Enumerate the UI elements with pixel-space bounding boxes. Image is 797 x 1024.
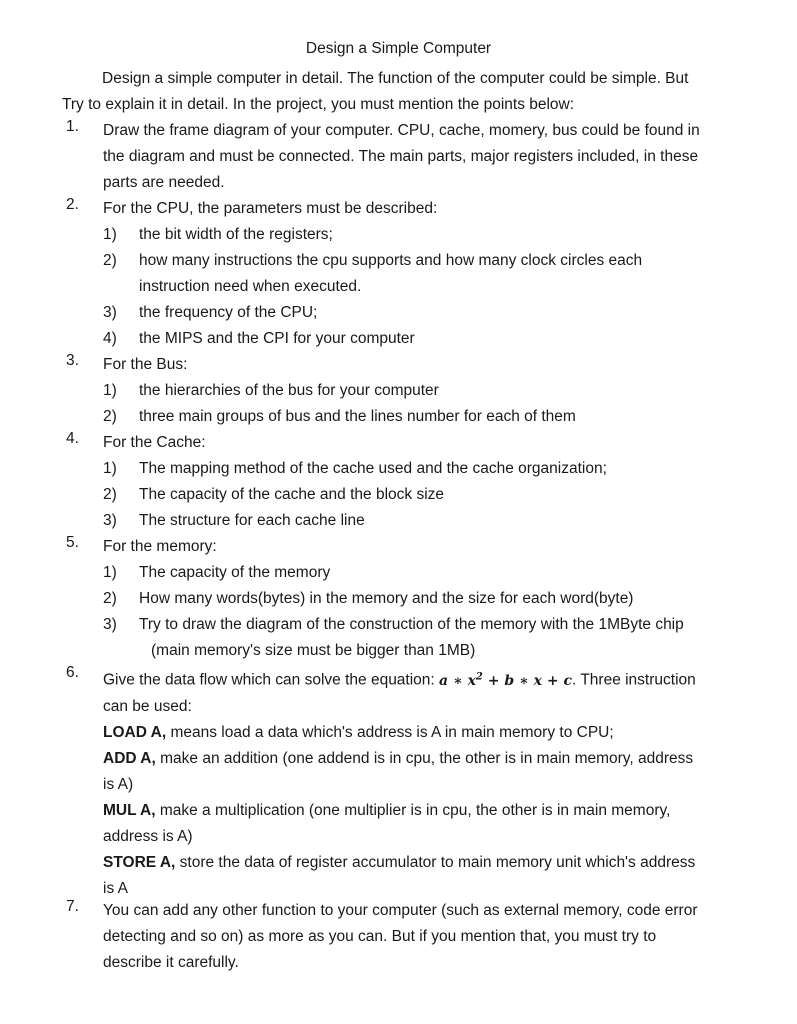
instruction-desc: means load a data which's address is A in main memory to CPU; [170,723,614,741]
text-span: . Three instruction [571,671,696,689]
list-number: 2. [66,196,79,213]
instruction-op: MUL A, [103,801,156,819]
document-title: Design a Simple Computer [305,40,492,57]
sub-text: The capacity of the cache and the block size [139,486,445,503]
eq-x: x [533,672,542,689]
sub-number: 3) [103,616,117,633]
list-item-text [103,118,763,196]
list-number: 6. [66,664,79,681]
instruction-load [103,720,763,746]
equation [439,673,572,689]
eq-b: b [504,672,515,689]
instruction-op: ADD A, [103,749,156,767]
text-line: address is A) [103,827,193,845]
list-number: 4. [66,430,79,447]
text-line: is A) [103,775,134,793]
list-item-heading: For the Bus: [103,356,188,373]
instruction-op: STORE A, [103,853,176,871]
sub-number: 1) [103,382,117,399]
text-line: (main memory's size must be bigger than 1MB) [151,642,476,659]
sub-number: 4) [103,330,117,347]
list-item-text [103,664,763,902]
sub-text: the bit width of the registers; [139,226,333,243]
list-number: 5. [66,534,79,551]
sub-number: 2) [103,486,117,503]
sub-text: the MIPS and the CPI for your computer [139,330,415,347]
text-line: is A [103,879,128,897]
intro-line-2: Try to explain it in detail. In the project, you must mention the points below: [62,96,575,113]
sub-text: The capacity of the memory [139,564,331,581]
intro-line-1: Design a simple computer in detail. The function of the computer could be simple. But [102,70,689,87]
equation-line [103,664,763,694]
text-line: You can add any other function to your computer (such as external memory, code error [103,902,698,919]
instruction-mul [103,798,763,850]
eq-a: a [439,672,449,689]
sub-number: 2) [103,408,117,425]
sub-text: The structure for each cache line [139,512,365,529]
eq-c: c [563,672,572,689]
sub-number: 2) [103,252,117,269]
eq-plus: + [546,672,559,689]
text-line: detecting and so on) as more as you can. But if you mention that, you must try to [103,928,657,945]
sub-text: The mapping method of the cache used and the cache organization; [139,460,607,477]
text-line: Draw the frame diagram of your computer. CPU, cache, momery, bus could be found in [103,122,700,139]
text-line: parts are needed. [103,174,225,191]
sub-number: 3) [103,304,117,321]
instruction-desc: make an addition (one addend is in cpu, the other is in main memory, address [160,749,694,767]
sub-number: 2) [103,590,117,607]
instruction-desc: make a multiplication (one multiplier is in cpu, the other is in main memory, [159,801,671,819]
text-line: can be used: [103,697,192,715]
sub-text: the hierarchies of the bus for your computer [139,382,439,399]
eq-op: ∗ [453,672,463,689]
eq-exp: 2 [475,671,483,682]
sub-number: 3) [103,512,117,529]
list-item-heading: For the Cache: [103,434,206,451]
sub-number: 1) [103,226,117,243]
text-line: how many instructions the cpu supports and how many clock circles each [139,252,643,269]
sub-text [139,612,729,664]
eq-op: ∗ [519,672,529,689]
list-number: 3. [66,352,79,369]
text-span: Give the data flow which can solve the equation: [103,671,435,689]
instruction-op: LOAD A, [103,723,167,741]
sub-text: the frequency of the CPU; [139,304,318,321]
sub-text: How many words(bytes) in the memory and the size for each word(byte) [139,590,634,607]
eq-plus: + [487,672,500,689]
sub-number: 1) [103,564,117,581]
text-line: Try to draw the diagram of the construction of the memory with the 1MByte chip [139,616,684,633]
list-item-heading: For the memory: [103,538,217,555]
text-line: instruction need when executed. [139,278,362,295]
list-item-heading: For the CPU, the parameters must be described: [103,200,438,217]
sub-text [139,248,729,300]
list-number: 7. [66,898,79,915]
instruction-add [103,746,763,798]
list-item-text [103,898,763,976]
sub-text: three main groups of bus and the lines number for each of them [139,408,576,425]
text-line: the diagram and must be connected. The main parts, major registers included, in these [103,148,699,165]
sub-number: 1) [103,460,117,477]
eq-x: x [467,672,476,689]
instruction-desc: store the data of register accumulator to main memory unit which's address [179,853,696,871]
text-line: describe it carefully. [103,954,239,971]
list-number: 1. [66,118,79,135]
instruction-store [103,850,763,902]
